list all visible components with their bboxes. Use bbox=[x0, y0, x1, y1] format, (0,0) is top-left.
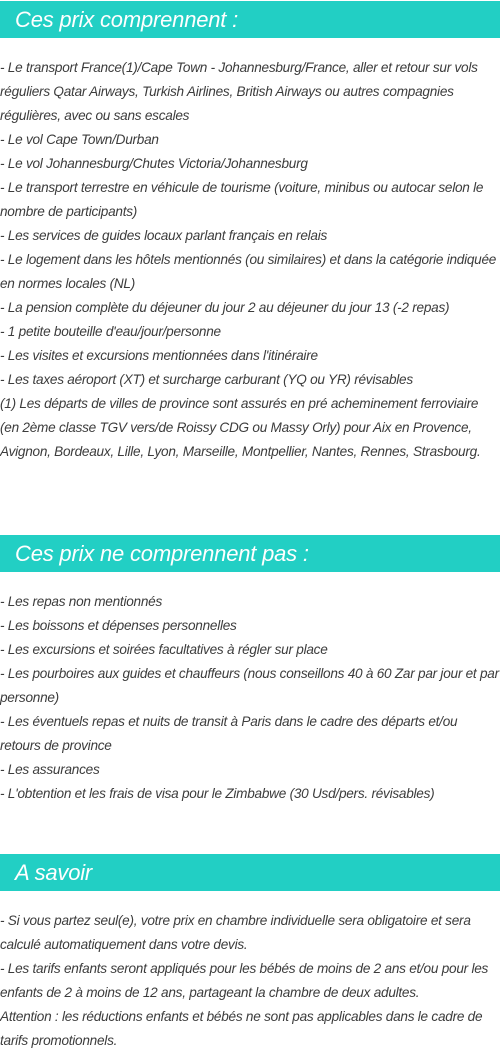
list-item: - Les boissons et dépenses personnelles bbox=[0, 618, 237, 633]
excluded-title: Ces prix ne comprennent pas : bbox=[15, 540, 309, 566]
info-section bbox=[0, 854, 500, 1053]
list-item: - Les visites et excursions mentionnées dans l'itinéraire bbox=[0, 348, 318, 363]
list-item: - Le transport terrestre en véhicule de tourisme (voiture, minibus ou autocar selon le nombre de participants) bbox=[0, 180, 484, 219]
list-item: - Le vol Johannesburg/Chutes Victoria/Johannesburg bbox=[0, 156, 308, 171]
list-item: - Les taxes aéroport (XT) et surcharge carburant (YQ ou YR) révisables bbox=[0, 372, 413, 387]
list-item: - Le logement dans les hôtels mentionnés (ou similaires) et dans la catégorie indiquée en normes locales (NL) bbox=[0, 252, 497, 291]
list-item: - L'obtention et les frais de visa pour le Zimbabwe (30 Usd/pers. révisables) bbox=[0, 786, 435, 801]
list-item: - 1 petite bouteille d'eau/jour/personne bbox=[0, 324, 221, 339]
list-item: - Le transport France(1)/Cape Town - Johannesburg/France, aller et retour sur vols réguliers Qatar Airways, Turkish Airlines, British Airways ou autres compagnies régulières, avec ou sans escales bbox=[0, 60, 478, 123]
info-list bbox=[0, 891, 500, 1053]
list-item: - Les repas non mentionnés bbox=[0, 594, 163, 609]
included-header-band bbox=[0, 1, 500, 38]
list-item: Attention : les réductions enfants et bébés ne sont pas applicables dans le cadre de tarifs promotionnels. bbox=[0, 1009, 483, 1048]
included-section bbox=[0, 1, 500, 464]
list-item: - Les éventuels repas et nuits de transit à Paris dans le cadre des départs et/ou retours de province bbox=[0, 714, 458, 753]
list-item: - Les excursions et soirées facultatives à régler sur place bbox=[0, 642, 328, 657]
list-item: - Les pourboires aux guides et chauffeurs (nous conseillons 40 à 60 Zar par jour et par personne) bbox=[0, 666, 499, 705]
list-item: - La pension complète du déjeuner du jour 2 au déjeuner du jour 13 (-2 repas) bbox=[0, 300, 450, 315]
excluded-list bbox=[0, 572, 500, 806]
info-title: A savoir bbox=[15, 859, 93, 885]
list-item: - Les services de guides locaux parlant français en relais bbox=[0, 228, 328, 243]
list-item: - Si vous partez seul(e), votre prix en chambre individuelle sera obligatoire et sera calculé automatiquement dans votre devis. bbox=[0, 913, 471, 952]
included-list bbox=[0, 38, 500, 464]
footnote: (1) Les départs de villes de province sont assurés en pré acheminement ferroviaire (en 2ème classe TGV vers/de Roissy CDG ou Massy Orly) pour Aix en Provence, Avignon, Bordeaux, Lille, Lyon, Marseille, Montpellier, Nantes, Rennes, Strasbourg. bbox=[0, 396, 481, 459]
excluded-section bbox=[0, 535, 500, 806]
info-header-band bbox=[0, 854, 500, 891]
list-item: - Le vol Cape Town/Durban bbox=[0, 132, 159, 147]
list-item: - Les tarifs enfants seront appliqués pour les bébés de moins de 2 ans et/ou pour les enfants de 2 à moins de 12 ans, partageant la chambre de deux adultes. bbox=[0, 961, 489, 1000]
excluded-header-band bbox=[0, 535, 500, 572]
included-title: Ces prix comprennent : bbox=[15, 6, 239, 32]
list-item: - Les assurances bbox=[0, 762, 100, 777]
